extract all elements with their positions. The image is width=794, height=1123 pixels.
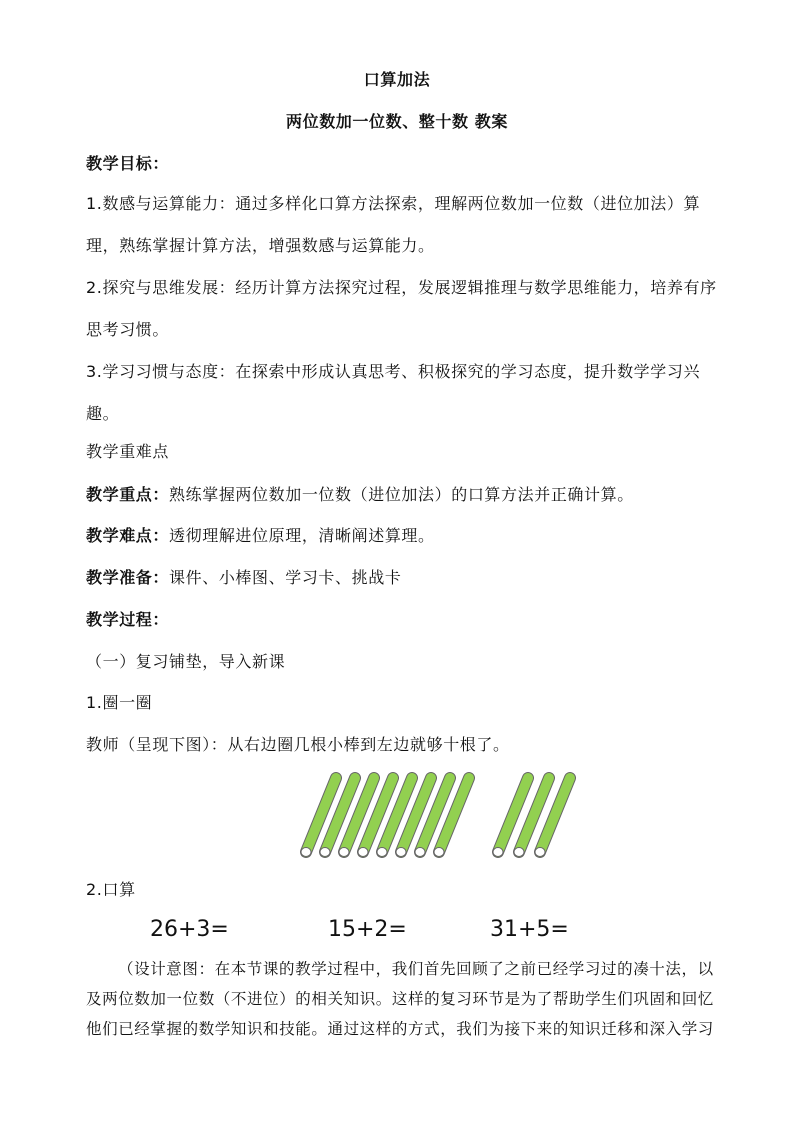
focus-text: 熟练掌握两位数加一位数（进位加法）的口算方法并正确计算。 — [169, 485, 634, 504]
goal-1: 1.数感与运算能力：通过多样化口算方法探索，理解两位数加一位数（进位加法）算理，熟练掌握计算方法，增强数感与运算能力。 — [86, 194, 701, 255]
step-1-heading: 1.圈一圈 — [86, 693, 153, 712]
difficulty-label: 教学难点： — [86, 526, 170, 545]
process-heading: 教学过程： — [86, 610, 170, 629]
prep-label: 教学准备： — [86, 568, 170, 587]
goal-2: 2.探究与思维发展：经历计算方法探究过程，发展逻辑推理与数学思维能力，培养有序思考习惯。 — [86, 278, 717, 339]
formula-2: 15+2= — [328, 917, 407, 942]
key-points-heading: 教学重难点 — [86, 442, 170, 461]
design-intent-note: （设计意图：在本节课的教学过程中，我们首先回顾了之前已经学习过的凑十法，以及两位数加一位数（不进位）的相关知识。这样的复习环节是为了帮助学生们巩固和回忆他们已经掌握的数学知识和技能。通过这样的方式，我们为接下来的知识迁移和深入学习 — [86, 960, 714, 1038]
difficulty-text: 透彻理解进位原理，清晰阐述算理。 — [169, 526, 435, 545]
formula-3: 31+5= — [490, 917, 569, 942]
section-1-heading: （一）复习铺垫，导入新课 — [86, 652, 286, 671]
doc-subtitle: 两位数加一位数、整十数 教案 — [286, 112, 508, 131]
step-2-heading: 2.口算 — [86, 880, 136, 899]
goals-heading: 教学目标： — [86, 154, 170, 173]
doc-title: 口算加法 — [363, 70, 431, 89]
teacher-instruction: 教师（呈现下图）：从右边圈几根小棒到左边就够十根了。 — [86, 735, 510, 754]
focus-label: 教学重点： — [86, 485, 170, 504]
prep-text: 课件、小棒图、学习卡、挑战卡 — [169, 568, 402, 587]
formula-1: 26+3= — [150, 917, 229, 942]
goal-3: 3.学习习惯与态度：在探索中形成认真思考、积极探究的学习态度，提升数学学习兴趣。 — [86, 362, 701, 423]
